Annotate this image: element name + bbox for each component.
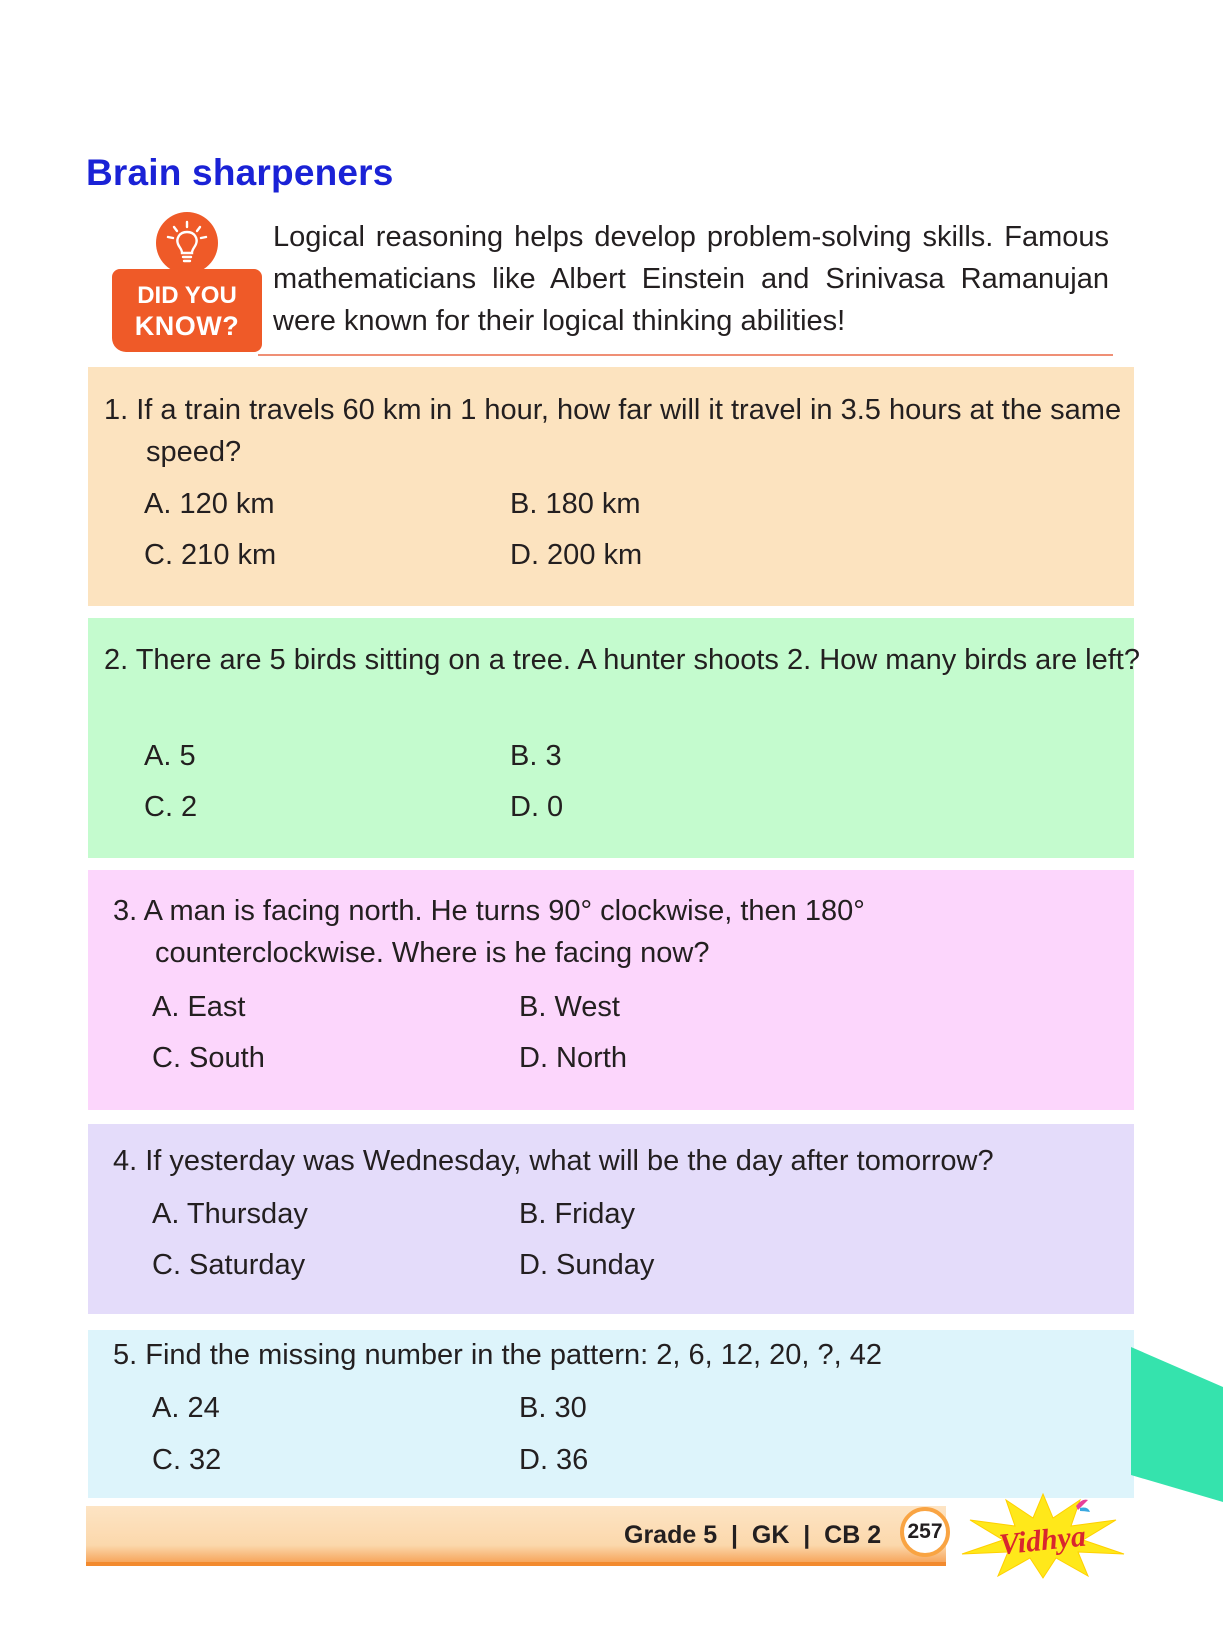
question-card-4 — [88, 1124, 1134, 1314]
option-5b[interactable]: B. 30 — [519, 1392, 587, 1424]
option-1c[interactable]: C. 210 km — [144, 539, 277, 571]
option-3a[interactable]: A. East — [152, 991, 246, 1023]
question-text-3: 3. A man is facing north. He turns 90° clockwise, then 180° counterclockwise. Where is he facing now? — [113, 895, 865, 969]
question-card-5 — [88, 1330, 1134, 1498]
option-1d[interactable]: D. 200 km — [510, 539, 643, 571]
did-you-know-line2: KNOW? — [134, 310, 240, 341]
option-4c[interactable]: C. Saturday — [152, 1249, 306, 1281]
page-title: Brain sharpeners — [86, 152, 394, 193]
option-2a[interactable]: A. 5 — [144, 740, 196, 772]
option-5c[interactable]: C. 32 — [152, 1444, 222, 1476]
option-3c[interactable]: C. South — [152, 1042, 265, 1074]
page-number: 257 — [900, 1507, 950, 1557]
did-you-know-line1: DID YOU — [137, 281, 237, 309]
option-2c[interactable]: C. 2 — [144, 791, 198, 823]
question-text-2: 2. There are 5 birds sitting on a tree. A hunter shoots 2. How many birds are left? — [104, 644, 1140, 676]
vidhya-logo — [958, 1490, 1128, 1580]
footer-grade-label: Grade 5 | GK | CB 2 — [624, 1521, 882, 1549]
option-3d[interactable]: D. North — [519, 1042, 627, 1074]
did-you-know-label — [112, 269, 262, 352]
option-4d[interactable]: D. Sunday — [519, 1249, 655, 1281]
question-card-3 — [88, 870, 1134, 1110]
side-tab-decoration — [1131, 1347, 1223, 1502]
lightbulb-icon — [156, 212, 218, 274]
did-you-know-badge — [112, 212, 264, 352]
question-card-2 — [88, 618, 1140, 858]
svg-text:Vidhya: Vidhya — [997, 1519, 1088, 1562]
did-you-know-text: Logical reasoning helps develop problem-solving skills. Famous mathematicians like Albert Einstein and Srinivasa Ramanujan were known for their logical thinking abilities! — [273, 221, 1109, 337]
option-1a[interactable]: A. 120 km — [144, 488, 275, 520]
question-text-4: 4. If yesterday was Wednesday, what will be the day after tomorrow? — [113, 1145, 994, 1177]
question-text-5: 5. Find the missing number in the pattern: 2, 6, 12, 20, ?, 42 — [113, 1339, 882, 1371]
option-2d[interactable]: D. 0 — [510, 791, 564, 823]
question-card-1 — [88, 367, 1134, 606]
option-3b[interactable]: B. West — [519, 991, 620, 1023]
option-2b[interactable]: B. 3 — [510, 740, 562, 772]
option-5d[interactable]: D. 36 — [519, 1444, 589, 1476]
divider — [258, 354, 1113, 356]
option-4b[interactable]: B. Friday — [519, 1198, 636, 1230]
option-4a[interactable]: A. Thursday — [152, 1198, 308, 1230]
option-5a[interactable]: A. 24 — [152, 1392, 220, 1424]
option-1b[interactable]: B. 180 km — [510, 488, 641, 520]
question-text-1: 1. If a train travels 60 km in 1 hour, how far will it travel in 3.5 hours at the same speed? — [104, 394, 1122, 468]
